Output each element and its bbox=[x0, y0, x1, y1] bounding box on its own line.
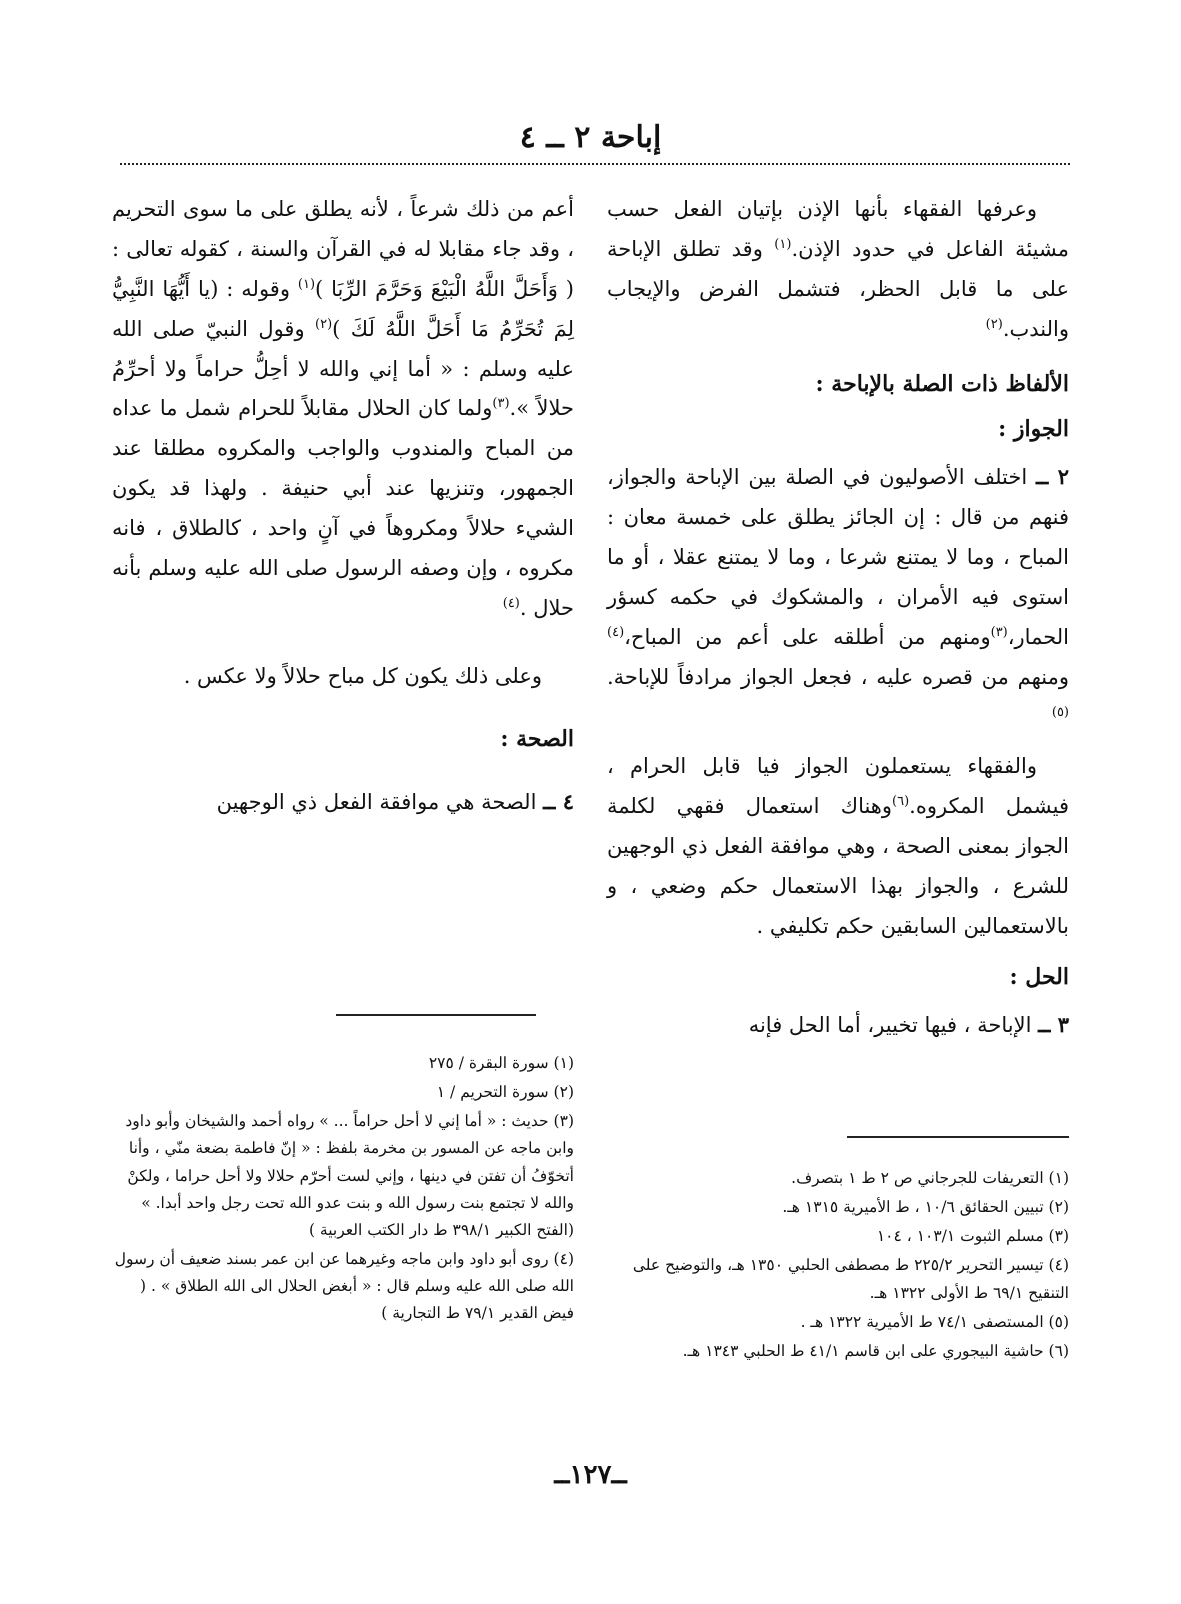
paragraph-2b bbox=[607, 747, 1069, 946]
footnote-divider-right bbox=[847, 1136, 1069, 1138]
paragraph-text: ولما كان الحلال مقابلاً للحرام شمل ما عداه من المباح والمندوب والواجب والمكروه مطلقا عند الجمهور، وتنزيها عند أبي حنيفة . ولهذا قد يكون الشيء حلالاً ومكروهاً في آنٍ واحد ، كالطلاق ، فانه مكروه ، وإن وصفه الرسول صلى الله عليه وسلم بأنه حلال . bbox=[112, 396, 574, 620]
left-column bbox=[112, 190, 574, 833]
footnote: (٤) تيسير التحرير ٢٢٥/٢ ط مصطفى الحلبي ١٣٥٠ هـ، والتوضيح على التنقيح ٦٩/١ ط الأولى ١٣٢٢ هـ. bbox=[632, 1256, 1069, 1302]
footnote-divider-left bbox=[336, 1014, 536, 1016]
paragraph-text: وقوله : (يا أَيُّهَا النَّبِيُّ لِمَ تُحَرِّمُ مَا أَحَلَّ اللَّهُ لَكَ ) bbox=[112, 276, 574, 341]
paragraph-number: ٤ ــ bbox=[543, 789, 574, 815]
paragraph-text: وقول النبيّ صلى الله عليه وسلم : « أما إني والله لا أحِلُّ حراماً ولا أحرِّمُ حلالاً ». bbox=[112, 316, 575, 421]
intro-text-cont: وقد تطلق الإباحة على ما قابل الحظر، فتشمل الفرض والإيجاب والندب. bbox=[607, 236, 1069, 341]
paragraph-4 bbox=[112, 782, 574, 823]
footnote: (٦) حاشية البيجوري على ابن قاسم ٤١/١ ط الحلبي ١٣٤٣ هـ. bbox=[682, 1341, 1069, 1360]
footnotes-right bbox=[607, 1165, 1069, 1367]
paragraph-3-cont bbox=[112, 190, 574, 629]
page-title: إباحة ٢ ــ ٤ bbox=[519, 120, 662, 155]
footnote-ref: (٥) bbox=[1051, 704, 1069, 720]
paragraph-text: وهناك استعمال فقهي لكلمة الجواز بمعنى الصحة ، وهي موافقة الفعل ذي الوجهين للشرع ، والجواز بهذا الاستعمال حكم وضعي ، و بالاستعمالين السابقين حكم تكليفي . bbox=[607, 794, 1069, 938]
footnote: (٣) حديث : « أما إني لا أحل حراماً ... » رواه أحمد والشيخان وأبو داود وابن ماجه عن المسور بن مخرمة بلفظ : « إنّ فاطمة بضعة منّي ، وأنا أتخوّفُ أن تفتن في دينها ، وإني لست أحرّم حلالا ولا أحل حراما ، ولكنْ والله لا تجتمع بنت رسول الله و بنت عدو الله تحت رجل واحد أبدا. » (الفتح الكبير ٣٩٨/١ ط دار الكتب العربية ) bbox=[125, 1112, 574, 1239]
paragraph-text: اختلف الأصوليون في الصلة بين الإباحة والجواز، فنهم من قال : إن الجائز يطلق على خمسة معان : المباح ، وما لا يمتنع شرعا ، وما لا يمتنع عقلا ، أو ما استوى فيه الأمران ، والمشكوك في حكمه كسؤر الحمار، bbox=[607, 465, 1069, 649]
sihha-heading: الصحة : bbox=[500, 725, 574, 752]
paragraph-number: ٣ ــ bbox=[1038, 1011, 1069, 1037]
footnote-ref: (٤) bbox=[607, 624, 625, 640]
footnote: (١) سورة البقرة / ٢٧٥ bbox=[428, 1054, 574, 1072]
paragraph-3 bbox=[607, 1005, 1069, 1046]
footnote: (١) التعريفات للجرجاني ص ٢ ط ١ بتصرف. bbox=[791, 1169, 1069, 1187]
paragraph-text: الإباحة ، فيها تخيير، أما الحل فإنه bbox=[748, 1012, 1039, 1037]
header-divider bbox=[120, 163, 1070, 165]
footnote: (٤) روى أبو داود وابن ماجه وغيرهما عن ابن عمر بسند ضعيف أن رسول الله صلى الله عليه وسلم قال : « أبغض الحلال الى الله الطلاق » . ( فيض القدير ٧٩/١ ط التجارية ) bbox=[114, 1249, 574, 1323]
intro-text: وعرفها الفقهاء بأنها الإذن بإتيان الفعل حسب مشيئة الفاعل في حدود الإذن. bbox=[607, 197, 1070, 261]
right-column bbox=[607, 190, 1069, 1056]
footnote: (٢) تبيين الحقائق ١٠/٦ ، ط الأميرية ١٣١٥ هـ. bbox=[782, 1198, 1069, 1217]
footnote-ref: (١) bbox=[774, 236, 792, 252]
page-number: ــ١٢٧ــ bbox=[554, 1460, 627, 1490]
footnote-ref: (٣) bbox=[492, 396, 510, 412]
related-terms-heading: الألفاظ ذات الصلة بالإباحة : bbox=[815, 370, 1069, 397]
paragraph-text: الصحة هي موافقة الفعل ذي الوجهين bbox=[216, 790, 544, 815]
paragraph-text: والفقهاء يستعملون الجواز فيا قابل الحرام ، فيشمل المكروه. bbox=[607, 754, 1069, 819]
paragraph-number: ٢ ــ bbox=[1035, 464, 1069, 490]
jawaz-heading: الجواز : bbox=[998, 416, 1069, 443]
footnote-ref: (٢) bbox=[985, 316, 1003, 332]
footnote-ref: (١) bbox=[297, 276, 316, 292]
footnote-ref: (٦) bbox=[892, 794, 910, 810]
paragraph-text: أعم من ذلك شرعاً ، لأنه يطلق على ما سوى التحريم ، وقد جاء مقابلا له في القرآن والسنة ، كقوله تعالى : ( وَأَحَلَّ اللَّهُ الْبَيْعَ وَحَرَّمَ الرِّبَا ) bbox=[112, 197, 574, 301]
footnote-ref: (٢) bbox=[315, 316, 333, 332]
footnotes-left bbox=[112, 1050, 574, 1329]
footnote: (٣) مسلم الثبوت ١٠٣/١ ، ١٠٤ bbox=[876, 1227, 1069, 1246]
footnote: (٥) المستصفى ٧٤/١ ط الأميرية ١٣٢٢ هـ . bbox=[800, 1312, 1069, 1331]
hill-heading: الحل : bbox=[1009, 963, 1069, 990]
footnote: (٢) سورة التحريم / ١ bbox=[436, 1083, 574, 1102]
conclusion-paragraph: وعلى ذلك يكون كل مباح حلالاً ولا عكس . bbox=[183, 663, 542, 688]
intro-paragraph bbox=[607, 190, 1069, 350]
paragraph-text: ومنهم من قصره عليه ، فجعل الجواز مرادفاً للإباحة. bbox=[607, 664, 1069, 689]
footnote-ref: (٤) bbox=[502, 595, 520, 611]
paragraph-2 bbox=[607, 457, 1069, 737]
footnote-ref: (٣) bbox=[990, 624, 1008, 640]
paragraph-text: ومنهم من أطلقه على أعم من المباح، bbox=[624, 624, 991, 649]
